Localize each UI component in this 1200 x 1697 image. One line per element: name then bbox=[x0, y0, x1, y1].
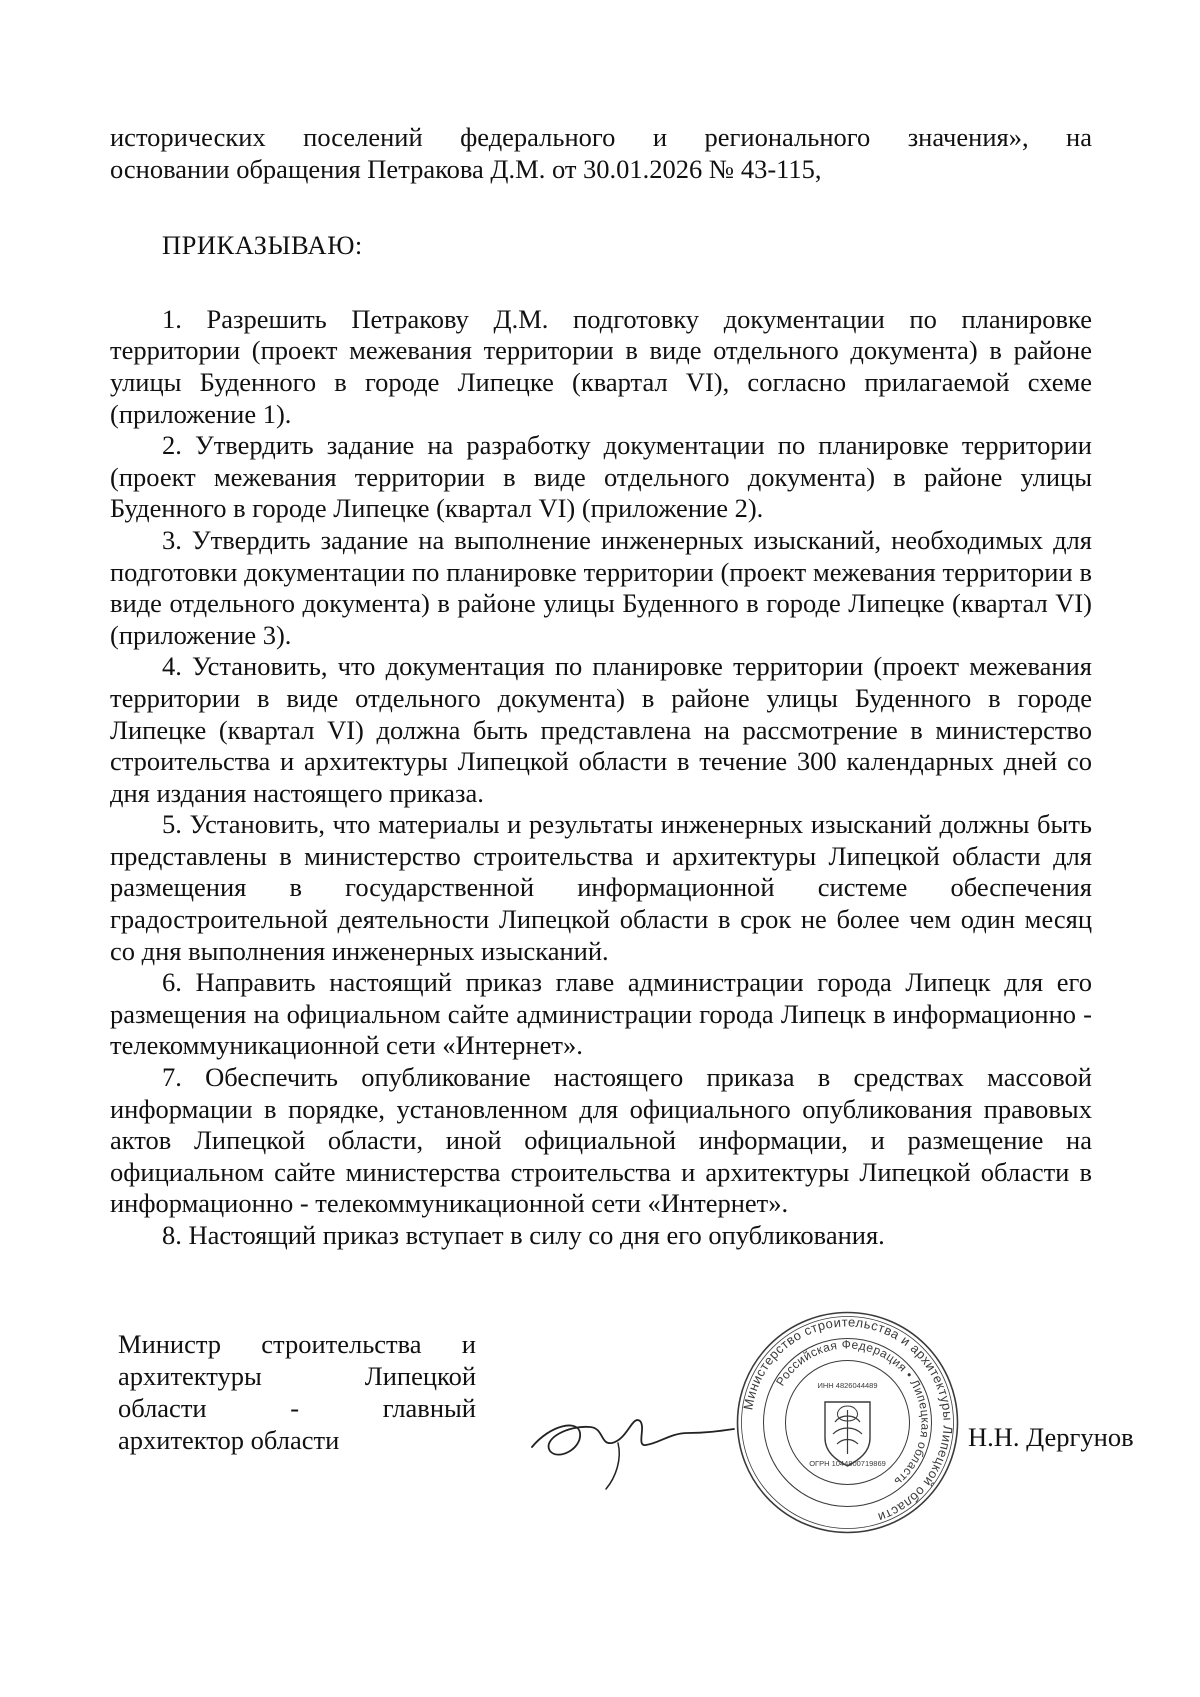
signatory-name: Н.Н. Дергунов bbox=[968, 1422, 1134, 1452]
intro-line-1: исторических поселений федерального и регионального значения», на bbox=[110, 122, 1092, 152]
handwritten-signature bbox=[520, 1385, 740, 1495]
svg-text:ОГРН 1044800719869: ОГРН 1044800719869 bbox=[809, 1459, 886, 1468]
signatory-title-line-1: Министр строительства и bbox=[118, 1329, 476, 1359]
order-heading: ПРИКАЗЫВАЮ: bbox=[162, 230, 363, 261]
svg-text:Российская Федерация • Липецка: Российская Федерация • Липецкая область bbox=[773, 1337, 933, 1490]
intro-line-2: основании обращения Петракова Д.М. от 30.01.2026 № 43-115, bbox=[110, 153, 822, 184]
signatory-title-line-2: архитектуры Липецкой bbox=[118, 1361, 476, 1391]
order-item-5: 5. Установить, что материалы и результаты инженерных изысканий должны быть представлены в министерство строительства и архитектуры Липецкой области для размещения в государственной информационной системе обеспечения градостроительной деятельности Липецкой области в срок не более чем один месяц со дня выполнения инженерных изысканий. bbox=[110, 809, 1092, 966]
order-item-2: 2. Утвердить задание на разработку документации по планировке территории (проект межевания территории в виде отдельного документа) в районе улицы Буденного в городе Липецке (квартал VI) (приложение 2). bbox=[110, 430, 1092, 524]
document-body bbox=[110, 122, 1092, 1252]
order-item-6: 6. Направить настоящий приказ главе администрации города Липецк для его размещения на официальном сайте администрации города Липецк в информационно - телекоммуникационной сети «Интернет». bbox=[110, 967, 1092, 1061]
signatory-title bbox=[118, 1328, 476, 1456]
order-item-7: 7. Обеспечить опубликование настоящего приказа в средствах массовой информации в порядке, установленном для официального опубликования правовых актов Липецкой области, иной официальной информации, и размещение на официальном сайте министерства строительства и архитектуры Липецкой области в информационно - телекоммуникационной сети «Интернет». bbox=[110, 1062, 1092, 1219]
order-item-1: 1. Разрешить Петракову Д.М. подготовку документации по планировке территории (проект межевания территории в виде отдельного документа) в районе улицы Буденного в городе Липецке (квартал VI), согласно прилагаемой схеме (приложение 1). bbox=[110, 303, 1092, 429]
signatory-title-line-4: архитектор области bbox=[118, 1425, 340, 1455]
order-item-3: 3. Утвердить задание на выполнение инженерных изысканий, необходимых для подготовки документации по планировке территории (проект межевания территории в виде отдельного документа) в районе улицы Буденного в городе Липецке (квартал VI) (приложение 3). bbox=[110, 524, 1092, 650]
signatory-title-line-3: области - главный bbox=[118, 1393, 476, 1423]
order-item-8: 8. Настоящий приказ вступает в силу со дня его опубликования. bbox=[162, 1220, 885, 1250]
svg-text:ИНН 4826044489: ИНН 4826044489 bbox=[817, 1381, 878, 1390]
svg-text:Министерство строительства и а: Министерство строительства и архитектуры Липецкой области bbox=[740, 1314, 956, 1526]
order-item-4: 4. Установить, что документация по планировке территории (проект межевания территории в виде отдельного документа) в районе улицы Буденного в городе Липецке (квартал VI) должна быть представлена на рассмотрение в министерство строительства и архитектуры Липецкой области в течение 300 календарных дней со дня издания настоящего приказа. bbox=[110, 651, 1092, 808]
official-seal bbox=[735, 1310, 960, 1535]
